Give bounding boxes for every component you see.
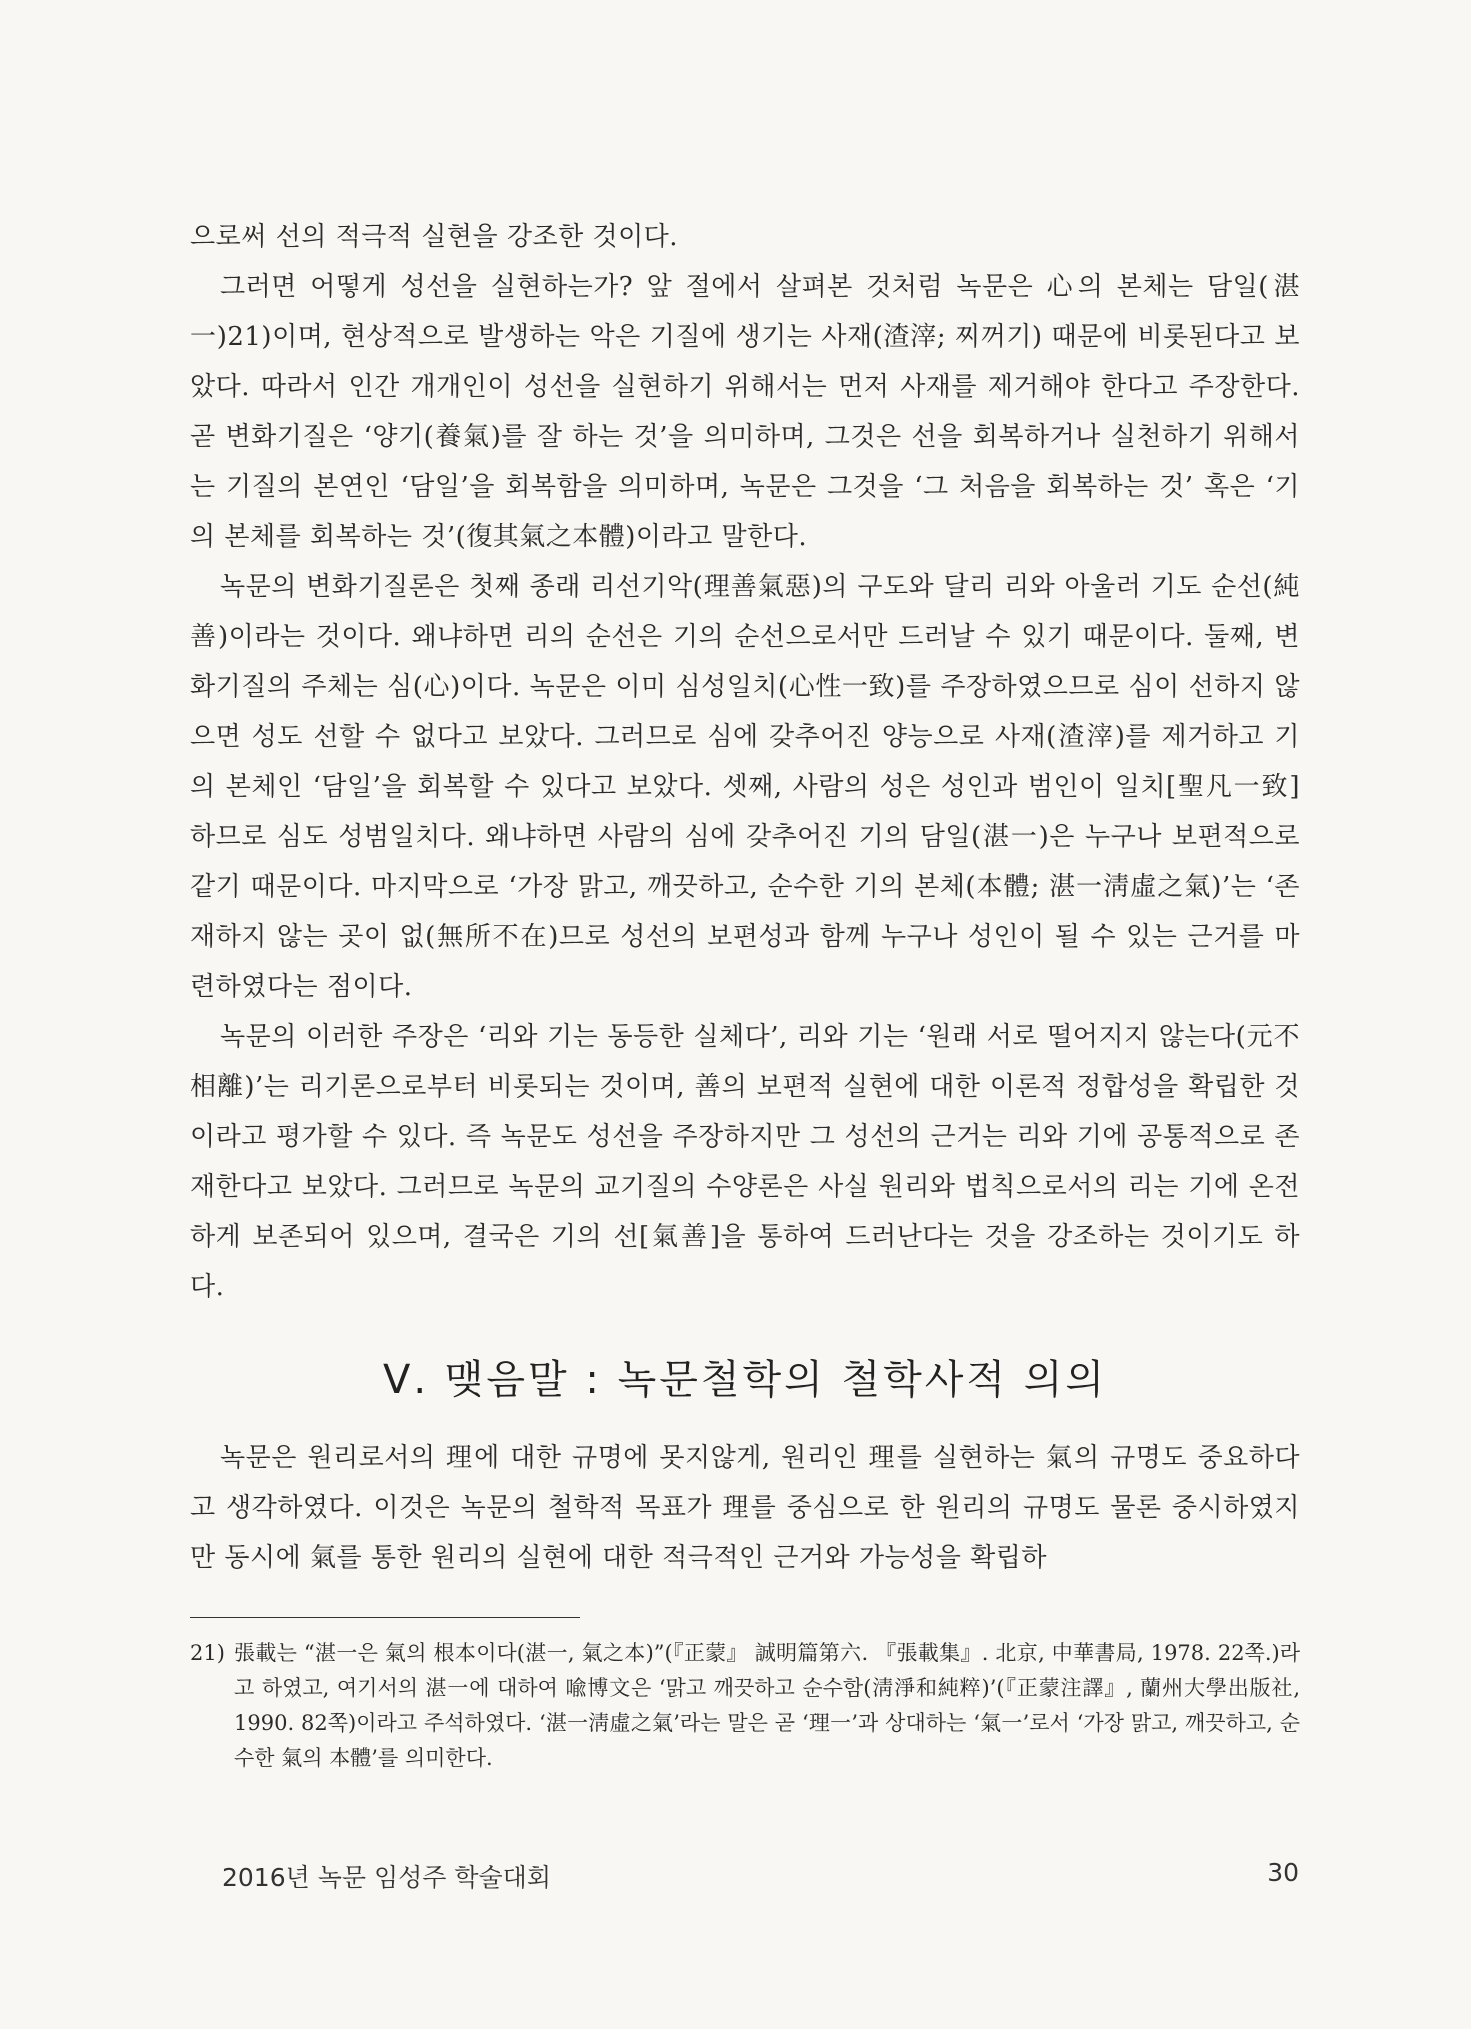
footer-conference-title: 2016년 녹문 임성주 학술대회 xyxy=(222,1863,551,1892)
paragraph: 녹문은 원리로서의 理에 대한 규명에 못지않게, 원리인 理를 실현하는 氣의 규명도 중요하다고 생각하였다. 이것은 녹문의 철학적 목표가 理를 중심으로 한 원리의 규명도 물론 중시하였지만 동시에 氣를 통한 원리의 실현에 대한 적극적인 근거와 가능성을 확립하 xyxy=(190,1443,1300,1573)
footnote-divider xyxy=(190,1617,580,1618)
paragraph-continuation: 으로써 선의 적극적 실현을 강조한 것이다. xyxy=(190,222,679,252)
footnote-number: 21) xyxy=(190,1641,225,1665)
footnote xyxy=(190,1636,1300,1776)
page-footer xyxy=(222,1858,1299,1894)
paragraph: 녹문의 변화기질론은 첫째 종래 리선기악(理善氣惡)의 구도와 달리 리와 아울러 기도 순선(純善)이라는 것이다. 왜냐하면 리의 순선은 기의 순선으로서만 드러날 수 있기 때문이다. 둘째, 변화기질의 주체는 심(心)이다. 녹문은 이미 심성일치(心性一致)를 주장하였으므로 심이 선하지 않으면 성도 선할 수 없다고 보았다. 그러므로 심에 갖추어진 양능으로 사재(渣滓)를 제거하고 기의 본체인 ‘담일’을 회복할 수 있다고 보았다. 셋째, 사람의 성은 성인과 범인이 일치[聖凡一致]하므로 심도 성범일치다. 왜냐하면 사람의 심에 갖추어진 기의 담일(湛一)은 누구나 보편적으로 같기 때문이다. 마지막으로 ‘가장 맑고, 깨끗하고, 순수한 기의 본체(本體; 湛一淸虛之氣)’는 ‘존재하지 않는 곳이 없(無所不在)므로 성선의 보편성과 함께 누구나 성인이 될 수 있는 근거를 마련하였다는 점이다. xyxy=(190,572,1300,1002)
paragraph: 녹문의 이러한 주장은 ‘리와 기는 동등한 실체다’, 리와 기는 ‘원래 서로 떨어지지 않는다(元不相離)’는 리기론으로부터 비롯되는 것이며, 善의 보편적 실현에 대한 이론적 정합성을 확립한 것이라고 평가할 수 있다. 즉 녹문도 성선을 주장하지만 그 성선의 근거는 리와 기에 공통적으로 존재한다고 보았다. 그러므로 녹문의 교기질의 수양론은 사실 원리와 법칙으로서의 리는 기에 온전하게 보존되어 있으며, 결국은 기의 선[氣善]을 통하여 드러난다는 것을 강조하는 것이기도 하다. xyxy=(190,1022,1300,1302)
page-number: 30 xyxy=(1267,1858,1299,1887)
section-heading: Ⅴ. 맺음말 : 녹문철학의 철학사적 의의 xyxy=(382,1357,1108,1403)
footnote-text: 張載는 “湛一은 氣의 根本이다(湛一, 氣之本)”(『正蒙』 誠明篇第六. 『張載集』. 北京, 中華書局, 1978. 22쪽.)라고 하였고, 여기서의 湛一에 대하여 喩博文은 ‘맑고 깨끗하고 순수함(淸淨和純粹)’(『正蒙注譯』, 蘭州大學出版社, 1990. 82쪽)이라고 주석하였다. ‘湛一淸虛之氣’라는 말은 곧 ‘理一’과 상대하는 ‘氣一’로서 ‘가장 맑고, 깨끗하고, 순수한 氣의 本體’를 의미한다. xyxy=(234,1641,1300,1770)
paragraph: 그러면 어떻게 성선을 실현하는가? 앞 절에서 살펴본 것처럼 녹문은 心의 본체는 담일(湛一)21)이며, 현상적으로 발생하는 악은 기질에 생기는 사재(渣滓; 찌꺼기) 때문에 비롯된다고 보았다. 따라서 인간 개개인이 성선을 실현하기 위해서는 먼저 사재를 제거해야 한다고 주장한다. 곧 변화기질은 ‘양기(養氣)를 잘 하는 것’을 의미하며, 그것은 선을 회복하거나 실천하기 위해서는 기질의 본연인 ‘담일’을 회복함을 의미하며, 녹문은 그것을 ‘그 처음을 회복하는 것’ 혹은 ‘기의 본체를 회복하는 것’(復其氣之本體)이라고 말한다. xyxy=(190,272,1300,552)
main-content xyxy=(190,212,1300,1776)
